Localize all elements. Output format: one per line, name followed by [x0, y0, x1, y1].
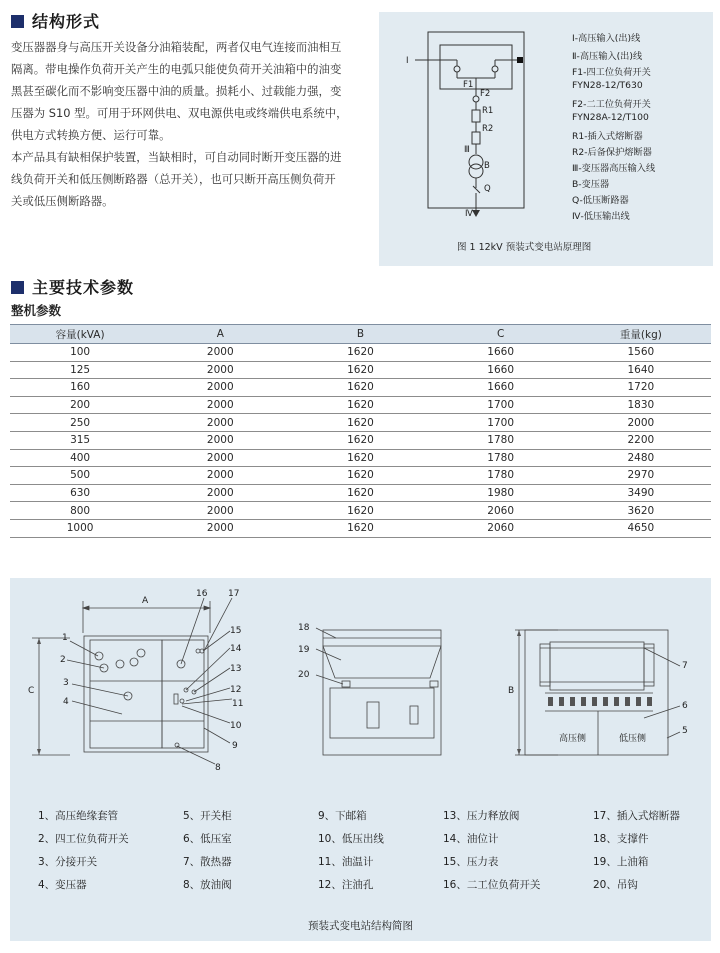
key-item: 11、油温计 — [318, 856, 374, 868]
table-cell: 1620 — [290, 361, 430, 379]
spec-table — [10, 324, 711, 538]
table-cell: 500 — [10, 467, 150, 485]
table-cell: 1620 — [290, 431, 430, 449]
legend-item: R2-后备保护熔断器 — [572, 147, 652, 158]
table-cell: 1720 — [571, 379, 711, 397]
table-cell: 1620 — [290, 449, 430, 467]
section-title-specs: 主要技术参数 — [11, 275, 134, 298]
callout-17: 17 — [228, 589, 240, 599]
dim-b: B — [508, 686, 515, 696]
legend-item: Ⅳ-低压输出线 — [572, 211, 630, 222]
table-cell: 1620 — [290, 344, 430, 362]
table-cell: 1700 — [431, 396, 571, 414]
table-cell: 3620 — [571, 502, 711, 520]
table-header-row — [10, 325, 711, 344]
table-cell: 1620 — [290, 484, 430, 502]
legend-item: F1-四工位负荷开关 — [572, 67, 651, 78]
table-row — [10, 396, 711, 414]
callout-4: 4 — [63, 697, 69, 707]
table-cell: 125 — [10, 361, 150, 379]
header-capacity: 容量(kVA) — [10, 325, 150, 344]
key-item: 20、吊钩 — [593, 879, 638, 891]
label-r2: R2 — [482, 124, 494, 134]
table-cell: 160 — [10, 379, 150, 397]
structure-caption: 预装式变电站结构简图 — [308, 920, 413, 932]
table-cell: 2000 — [150, 396, 290, 414]
table-cell: 1560 — [571, 344, 711, 362]
callout-16: 16 — [196, 589, 208, 599]
legend-item: B-变压器 — [572, 179, 610, 190]
heading-square-icon — [11, 281, 24, 294]
key-item: 14、油位计 — [443, 833, 499, 845]
legend-item: Ⅲ-变压器高压输入线 — [572, 163, 656, 174]
legend-item: Ⅰ-高压输入(出)线 — [572, 33, 641, 44]
table-cell: 2000 — [150, 519, 290, 537]
table-cell: 2000 — [150, 502, 290, 520]
table-cell: 2000 — [150, 344, 290, 362]
table-cell: 2000 — [150, 414, 290, 432]
dim-a: A — [142, 596, 149, 606]
callout-12: 12 — [230, 685, 242, 695]
legend-item: R1-插入式熔断器 — [572, 131, 643, 142]
callout-20: 20 — [298, 670, 310, 680]
table-row — [10, 379, 711, 397]
table-cell: 2970 — [571, 467, 711, 485]
header-c: C — [431, 325, 571, 344]
label-r1: R1 — [482, 106, 494, 116]
table-cell: 1700 — [431, 414, 571, 432]
intro-line: 黑甚至碳化而不影响变压器中油的质量。损耗小、过载能力强，变 — [11, 84, 342, 98]
legend-item: F2-二工位负荷开关 — [572, 99, 651, 110]
key-item: 3、分接开关 — [38, 856, 98, 868]
key-item: 7、散热器 — [183, 856, 232, 868]
label-f2: F2 — [480, 89, 491, 99]
callout-19: 19 — [298, 645, 310, 655]
header-a: A — [150, 325, 290, 344]
table-cell: 1620 — [290, 379, 430, 397]
key-item: 10、低压出线 — [318, 833, 384, 845]
table-cell: 1640 — [571, 361, 711, 379]
end-view — [525, 630, 668, 755]
legend-item: FYN28A-12/T100 — [572, 112, 649, 123]
table-cell: 2000 — [150, 449, 290, 467]
subtitle-whole-unit: 整机参数 — [11, 303, 62, 318]
key-item: 1、高压绝缘套管 — [38, 810, 119, 822]
key-item: 4、变压器 — [38, 879, 87, 891]
table-cell: 630 — [10, 484, 150, 502]
table-cell: 250 — [10, 414, 150, 432]
table-cell: 400 — [10, 449, 150, 467]
table-cell: 2000 — [150, 431, 290, 449]
key-item: 15、压力表 — [443, 856, 499, 868]
table-cell: 2000 — [150, 484, 290, 502]
table-cell: 100 — [10, 344, 150, 362]
front-view — [84, 636, 208, 752]
callout-5: 5 — [682, 726, 688, 736]
callout-10: 10 — [230, 721, 242, 731]
key-item: 18、支撑件 — [593, 833, 649, 845]
callout-14: 14 — [230, 644, 242, 654]
table-cell: 1620 — [290, 467, 430, 485]
table-cell: 315 — [10, 431, 150, 449]
intro-line: 关或低压侧断路器。 — [11, 194, 114, 208]
label-q: Q — [484, 184, 491, 194]
callout-13: 13 — [230, 664, 242, 674]
header-b: B — [290, 325, 430, 344]
schematic-caption: 图 1 12kV 预装式变电站原理图 — [457, 242, 592, 253]
schematic-diagram — [379, 12, 713, 266]
table-row — [10, 414, 711, 432]
callout-18: 18 — [298, 623, 310, 633]
table-cell: 2000 — [150, 379, 290, 397]
key-item: 8、放油阀 — [183, 879, 232, 891]
callout-6: 6 — [682, 701, 688, 711]
table-cell: 3490 — [571, 484, 711, 502]
label-b: B — [484, 161, 490, 171]
key-item: 9、下邮箱 — [318, 810, 367, 822]
intro-line: 压器为 S10 型。可用于环网供电、双电源供电或终端供电系统中， — [11, 106, 348, 120]
header-weight: 重量(kg) — [571, 325, 711, 344]
table-cell: 1620 — [290, 396, 430, 414]
table-row — [10, 449, 711, 467]
table-cell: 2200 — [571, 431, 711, 449]
table-cell: 1780 — [431, 467, 571, 485]
table-cell: 1000 — [10, 519, 150, 537]
callout-3: 3 — [63, 678, 69, 688]
table-cell: 1980 — [431, 484, 571, 502]
table-cell: 1620 — [290, 414, 430, 432]
intro-line: 线负荷开关和低压侧断路器（总开关），也可只断开高压侧负荷开 — [11, 172, 336, 186]
table-row — [10, 361, 711, 379]
table-cell: 2060 — [431, 502, 571, 520]
label-f1: F1 — [463, 80, 474, 90]
key-item: 17、插入式熔断器 — [593, 810, 680, 822]
table-cell: 2000 — [150, 467, 290, 485]
table-cell: 2000 — [571, 414, 711, 432]
table-cell: 2000 — [150, 361, 290, 379]
legend-item: Q-低压断路器 — [572, 195, 629, 206]
callout-2: 2 — [60, 655, 66, 665]
label-high-side: 高压侧 — [559, 734, 587, 744]
callout-11: 11 — [232, 699, 244, 709]
heading-square-icon — [11, 15, 24, 28]
table-body — [10, 344, 711, 538]
key-item: 12、注油孔 — [318, 879, 374, 891]
table-row — [10, 484, 711, 502]
label-in-left: I — [406, 56, 409, 66]
table-row — [10, 344, 711, 362]
intro-line: 变压器器身与高压开关设备分油箱装配，两者仅电气连接而油相互 — [11, 40, 342, 54]
table-cell: 1830 — [571, 396, 711, 414]
key-item: 6、低压室 — [183, 833, 232, 845]
legend-item: FYN28-12/T630 — [572, 80, 643, 91]
table-cell: 1780 — [431, 449, 571, 467]
table-cell: 2480 — [571, 449, 711, 467]
table-cell: 1660 — [431, 361, 571, 379]
dim-c: C — [28, 686, 35, 696]
table-cell: 1660 — [431, 379, 571, 397]
intro-line: 本产品具有缺相保护装置，当缺相时，可自动同时断开变压器的进 — [11, 150, 342, 164]
section-title-structure: 结构形式 — [11, 9, 100, 32]
legend-item: Ⅱ-高压输入(出)线 — [572, 51, 643, 62]
callout-8: 8 — [215, 763, 221, 773]
label-low-side: 低压侧 — [619, 734, 647, 744]
table-cell: 1780 — [431, 431, 571, 449]
table-cell: 800 — [10, 502, 150, 520]
table-row — [10, 519, 711, 537]
side-view — [323, 630, 441, 755]
table-cell: 200 — [10, 396, 150, 414]
callout-1: 1 — [62, 633, 68, 643]
intro-line: 供电方式转换方便、运行可靠。 — [11, 128, 171, 142]
label-iv: Ⅳ — [465, 209, 473, 219]
key-item: 19、上油箱 — [593, 856, 649, 868]
key-item: 16、二工位负荷开关 — [443, 879, 541, 891]
table-row — [10, 502, 711, 520]
intro-line: 隔离。带电操作负荷开关产生的电弧只能使负荷开关油箱中的油变 — [11, 62, 342, 76]
key-item: 2、四工位负荷开关 — [38, 833, 129, 845]
key-item: 13、压力释放阀 — [443, 810, 520, 822]
table-cell: 1620 — [290, 502, 430, 520]
table-row — [10, 431, 711, 449]
table-cell: 2060 — [431, 519, 571, 537]
table-cell: 4650 — [571, 519, 711, 537]
callout-15: 15 — [230, 626, 242, 636]
key-item: 5、开关柜 — [183, 810, 232, 822]
table-row — [10, 467, 711, 485]
label-iii: Ⅲ — [464, 145, 470, 155]
table-cell: 1660 — [431, 344, 571, 362]
callout-9: 9 — [232, 741, 238, 751]
table-cell: 1620 — [290, 519, 430, 537]
intro-text — [11, 36, 373, 212]
callout-7: 7 — [682, 661, 688, 671]
